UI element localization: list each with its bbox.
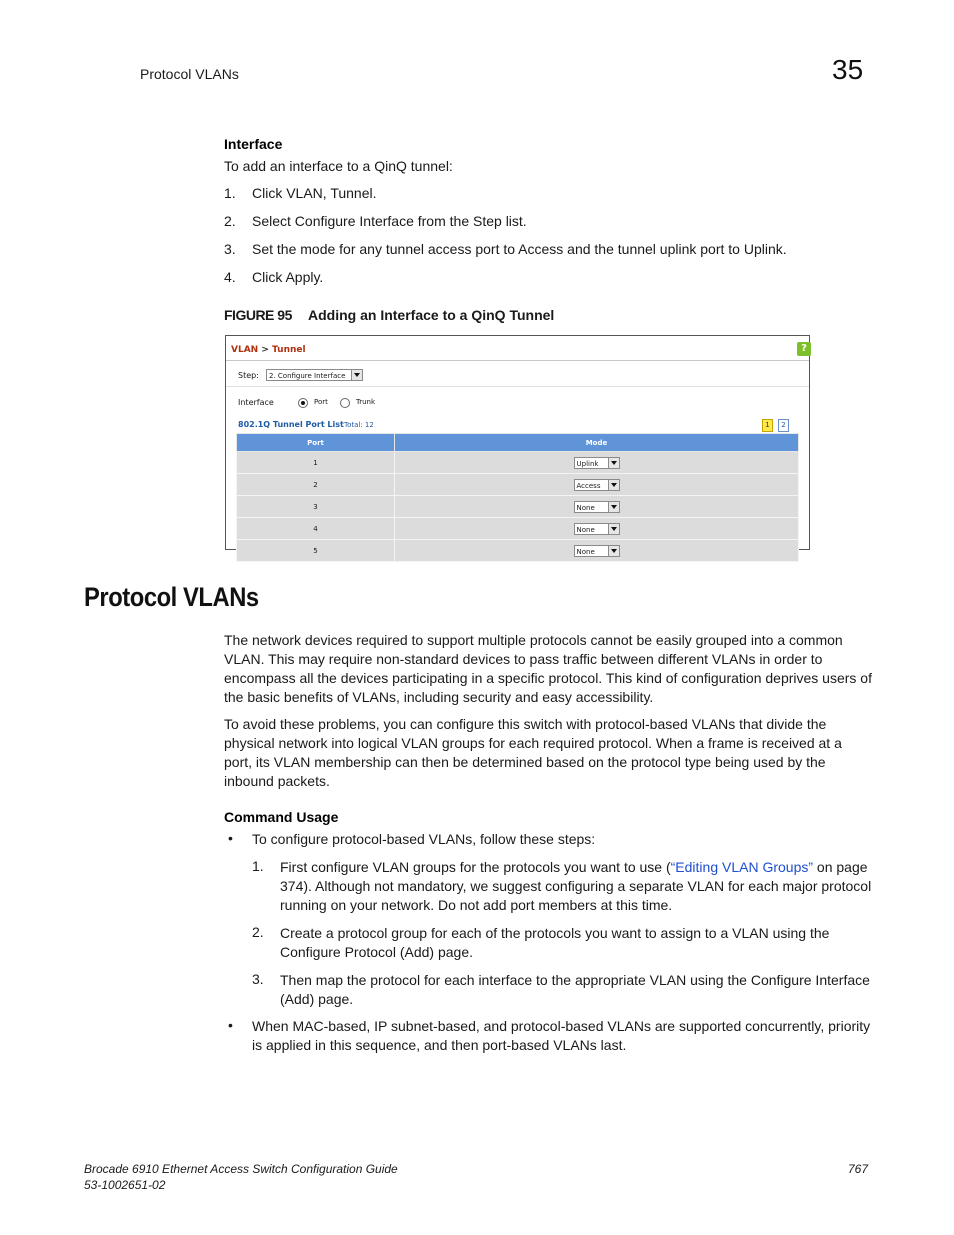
figure-caption: Adding an Interface to a QinQ Tunnel: [308, 307, 555, 323]
substep-1-num: 1.: [252, 858, 264, 874]
bullet-icon: •: [228, 830, 233, 846]
chevron-down-icon: [608, 524, 619, 534]
interface-intro: To add an interface to a QinQ tunnel:: [224, 158, 453, 174]
port-list-title: 802.1Q Tunnel Port List: [238, 420, 344, 429]
step-1-num: 1.: [224, 185, 236, 201]
trunk-radio[interactable]: [340, 398, 350, 408]
mode-select-value: None: [576, 547, 595, 556]
breadcrumb: [231, 345, 306, 355]
section-title: Protocol VLANs: [84, 582, 259, 612]
chapter-number: 35: [832, 54, 864, 85]
port-radio-label: Port: [314, 398, 328, 406]
divider: [226, 386, 809, 387]
mode-select[interactable]: [574, 545, 620, 557]
port-cell: 5: [237, 540, 395, 562]
table-row: [237, 540, 799, 562]
port-cell: 1: [237, 452, 395, 474]
paragraph: To avoid these problems, you can configure this switch with protocol-based VLANs that divide the physical network into logical VLAN groups for each required protocol. When a frame is received at a port, its VLAN membership can then be determined based on the protocol type being used by the inbound packets.: [224, 716, 842, 789]
mode-select-value: Uplink: [576, 459, 599, 468]
mode-select[interactable]: [574, 457, 620, 469]
port-cell: 2: [237, 474, 395, 496]
running-header-section: Protocol VLANs: [140, 66, 239, 82]
mode-select-value: Access: [576, 481, 601, 490]
step-4-text: Click Apply.: [252, 269, 324, 285]
substep-2-text: Create a protocol group for each of the protocols you want to assign to a VLAN using the Configure Protocol (Add) page.: [280, 925, 830, 960]
footer-title: Brocade 6910 Ethernet Access Switch Configuration Guide: [84, 1162, 398, 1176]
page-2-link[interactable]: 2: [778, 419, 789, 432]
step-label: Step:: [238, 371, 259, 380]
mode-select-value: None: [576, 525, 595, 534]
mode-cell: [395, 496, 799, 518]
substep-2-num: 2.: [252, 924, 264, 940]
chevron-down-icon: [608, 480, 619, 490]
table-row: [237, 452, 799, 474]
substep-1-text: First configure VLAN groups for the protocols you want to use (“Editing VLAN Groups” on page 374). Although not mandatory, we suggest configuring a separate VLAN for each major protocol running on your network. Do not add port members at this time.: [280, 859, 872, 913]
step-3-num: 3.: [224, 241, 236, 257]
bullet-text: To configure protocol-based VLANs, follow these steps:: [252, 831, 596, 847]
command-usage-heading: Command Usage: [224, 809, 339, 825]
paragraph: The network devices required to support multiple protocols cannot be easily grouped into a common VLAN. This may require non-standard devices to pass traffic between different VLANs in order to encompass all the devices participating in a specific protocol. This kind of configuration deprives users of the basic benefits of VLANs, including security and easy accessibility.: [224, 632, 872, 705]
divider: [226, 360, 809, 361]
help-icon[interactable]: ?: [797, 342, 811, 356]
chevron-down-icon: [608, 502, 619, 512]
step-select[interactable]: [266, 369, 363, 381]
mode-cell: [395, 518, 799, 540]
breadcrumb-vlan[interactable]: VLAN: [231, 345, 259, 355]
interface-label: Interface: [238, 398, 274, 407]
table-row: [237, 474, 799, 496]
substep-3-num: 3.: [252, 971, 264, 987]
mode-select-value: None: [576, 503, 595, 512]
bullet-text: When MAC-based, IP subnet-based, and protocol-based VLANs are supported concurrently, priority is applied in this sequence, and then port-based VLANs last.: [252, 1018, 871, 1053]
column-header-port: Port: [237, 434, 395, 452]
mode-cell: [395, 474, 799, 496]
column-header-mode: Mode: [395, 434, 799, 452]
bullet-icon: •: [228, 1017, 233, 1033]
chevron-down-icon: [608, 458, 619, 468]
chevron-down-icon: [351, 370, 362, 380]
step-1-text: Click VLAN, Tunnel.: [252, 185, 377, 201]
step-select-value: 2. Configure Interface: [269, 372, 346, 380]
step-3-text: Set the mode for any tunnel access port to Access and the tunnel uplink port to Uplink.: [252, 241, 787, 257]
mode-cell: [395, 452, 799, 474]
port-cell: 4: [237, 518, 395, 540]
step-4-num: 4.: [224, 269, 236, 285]
table-row: [237, 496, 799, 518]
trunk-radio-label: Trunk: [356, 398, 376, 406]
tunnel-config-screenshot: [225, 335, 810, 556]
mode-select[interactable]: [574, 501, 620, 513]
figure-label: FIGURE 95: [224, 307, 292, 323]
mode-select[interactable]: [574, 479, 620, 491]
port-list-total: Total: 12: [344, 421, 374, 429]
breadcrumb-tunnel[interactable]: Tunnel: [272, 345, 306, 355]
footer-doc-id: 53-1002651-02: [84, 1178, 166, 1192]
editing-vlan-groups-link[interactable]: “Editing VLAN Groups”: [670, 859, 814, 875]
step-2-text: Select Configure Interface from the Step list.: [252, 213, 527, 229]
port-table: [236, 433, 799, 562]
port-radio[interactable]: [298, 398, 308, 408]
chevron-down-icon: [608, 546, 619, 556]
step-2-num: 2.: [224, 213, 236, 229]
substep-3-text: Then map the protocol for each interface to the appropriate VLAN using the Configure Interface (Add) page.: [280, 972, 870, 1007]
breadcrumb-separator: >: [261, 345, 269, 355]
mode-cell: [395, 540, 799, 562]
interface-heading: Interface: [224, 136, 283, 152]
page-1-link[interactable]: 1: [762, 419, 773, 432]
mode-select[interactable]: [574, 523, 620, 535]
table-row: [237, 518, 799, 540]
page-number: 767: [848, 1162, 869, 1176]
port-cell: 3: [237, 496, 395, 518]
